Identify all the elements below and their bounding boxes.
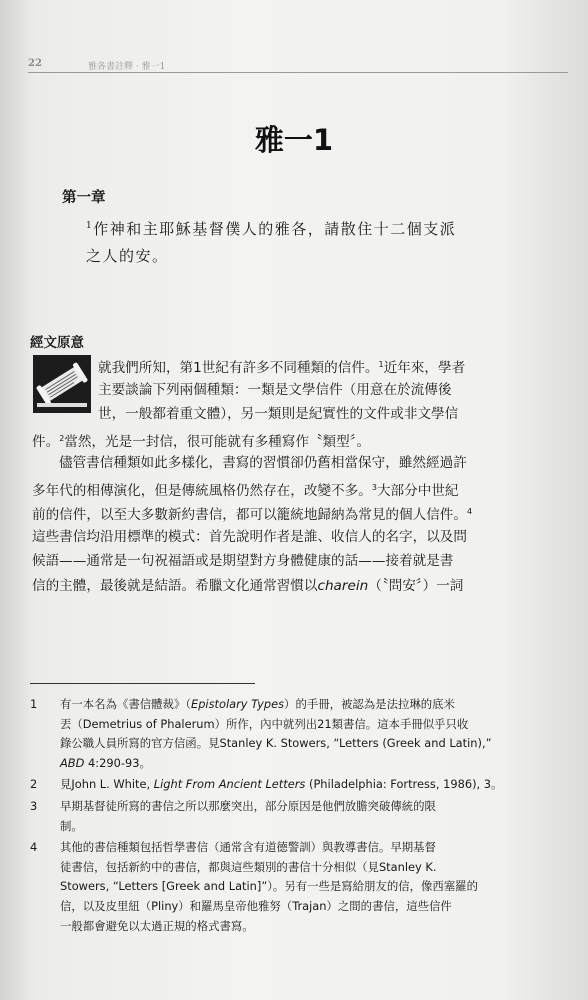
verse-line-1: $^1$作神和主耶穌基督僕人的雅各，請散住十二個支派 <box>86 220 457 238</box>
footnote-3: 3 早期基督徒所寫的書信之所以那麼突出，部分原因是他們放膽突破傳統的限 制。 <box>30 798 436 833</box>
verse-line-2: 之人的安。 <box>86 247 169 265</box>
chapter-title: 雅一1 <box>254 123 334 157</box>
paragraph-2-line-5: 候語——通常是一句祝福語或是期望對方身體健康的話——接着就是書 <box>32 553 454 569</box>
footnote-ref-1: 1 <box>378 360 384 369</box>
footnote-number: 4 <box>30 840 38 855</box>
footnote-number: 2 <box>30 777 38 792</box>
chapter-label: 第一章 <box>62 190 106 206</box>
footnote-2: 2 見John L. White, Light From Ancient Letters (Philadelphia: Fortress, 1986), 3。 <box>30 775 550 795</box>
paragraph-1-line-3: 世，一般都着重文體），另一類則是紀實性的文件或非文學信 <box>98 406 459 422</box>
footnote-1: 1 有一本名為《書信體裁》（Epistolary Types）的手冊，被認為是法拉琳的底米 丟（Demetrius of Phalerum）所作，內中就列出21類書信。這本手冊似乎只收 錄公職人員所寫的官方信函。見Stanley K. Stowers, “Letters (Greek and Latin),” ABD 4:290-93。 <box>30 697 492 770</box>
footnotes <box>30 695 550 938</box>
running-head <box>28 58 568 73</box>
footnote-divider <box>30 683 255 684</box>
running-head-title: 雅各書註釋 · 雅一1 <box>88 62 166 72</box>
paragraph-2-line-3: 前的信件，以至大多數新約書信，都可以籠統地歸納為常見的個人信件。$^4$ <box>32 507 473 523</box>
verse-number: 1 <box>86 221 94 231</box>
paragraph-1-line-1: 就我們所知，第1世紀有許多不同種類的信件。$^1$近年來，學者 <box>98 360 466 376</box>
paragraph-2-line-2: 多年代的相傳演化，但是傳統風格仍然存在，改變不多。$^3$大部分中世紀 <box>32 482 459 499</box>
footnote-number: 3 <box>30 798 38 813</box>
paragraph-2-line-4: 這些書信均沿用標準的模式：首先說明作者是誰、收信人的名字，以及問 <box>32 528 467 545</box>
page-number: 22 <box>28 58 42 69</box>
footnote-4: 4 其他的書信種類包括哲學書信（通常含有道德警訓）與教導書信。早期基督 徒書信，包括新約中的書信，都與這些類別的書信十分相似（見Stanley K. Stowers, “Letters [Greek and Latin]”）。另有一些是寫給朋友的信，像西塞羅的 信，以及皮里紐（Pliny）和羅馬皇帝他雅努（Trajan）之間的書信，這些信件 一般都會避免以太過正規的格式書寫。 <box>30 840 478 933</box>
scripture-verse <box>86 213 506 270</box>
section-label: 經文原意 <box>30 335 84 351</box>
footnote-number: 1 <box>30 697 38 711</box>
footnote-ref-4: 4 <box>467 507 473 516</box>
paragraph-2-line-1: 儘管書信種類如此多樣化，書寫的習慣卻仍舊相當保守，雖然經過許 <box>59 455 467 471</box>
commentary-body <box>32 353 532 598</box>
paragraph-1-line-2: 主要談論下列兩個種類：一類是文學信件（用意在於流傳後 <box>98 381 452 398</box>
paragraph-2-line-6: 信的主體，最後就是結語。希臘文化通常習慣以charein（〝問安〞）一詞 <box>32 577 464 594</box>
paragraph-1-line-4: 件。$^2$當然，光是一封信，很可能就有多種寫作〝類型〞。 <box>32 433 371 450</box>
footnote-ref-3: 3 <box>371 482 377 492</box>
footnote-ref-2: 2 <box>59 433 65 443</box>
